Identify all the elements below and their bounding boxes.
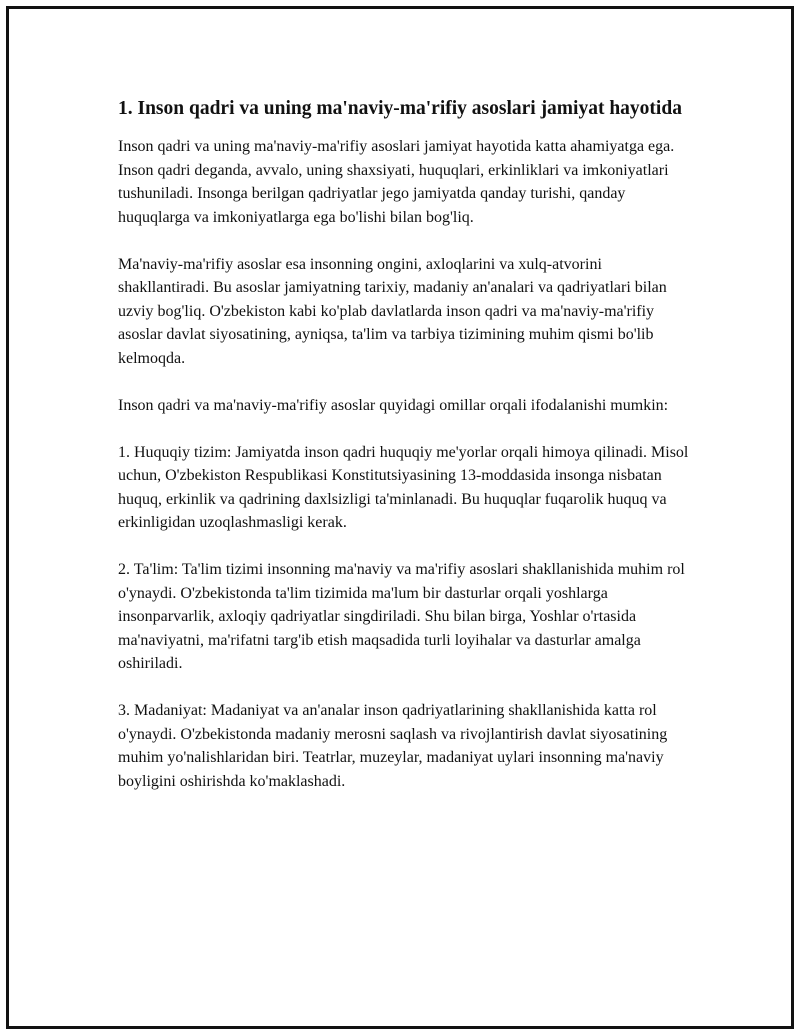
document-title: 1. Inson qadri va uning ma'naviy-ma'rifiy asoslari jamiyat hayotida [118,98,682,119]
paragraph-spiritual-foundations: Ma'naviy-ma'rifiy asoslar esa insonning ongini, axloqlarini va xulq-atvorini shakllantiradi. Bu asoslar jamiyatning tarixiy, madaniy an'analari va qadriyatlari bilan uzviy bog'liq. O'zbekiston kabi ko'plab davlatlarda inson qadri va ma'naviy-ma'rifiy asoslar davlat siyosatining, ayniqsa, ta'lim va tarbiya tizimining muhim qismi bo'lib kelmoqda. [118,255,667,367]
document-body [118,94,690,817]
paragraph-intro: Inson qadri va uning ma'naviy-ma'rifiy asoslari jamiyat hayotida katta ahamiyatga ega. Inson qadri deganda, avvalo, uning shaxsiyati, huquqlari, erkinliklari va imkoniyatlari tushuniladi. Insonga berilgan qadriyatlar jego jamiyatda qanday turishi, qanday huquqlarga va imkoniyatlarga ega bo'lishi bilan bog'liq. [118,138,675,226]
paragraph-education: 2. Ta'lim: Ta'lim tizimi insonning ma'naviy va ma'rifiy asoslari shakllanishida muhim rol o'ynaydi. O'zbekistonda ta'lim tizimida ma'lum bir dasturlar orqali yoshlarga insonparvarlik, axloqiy qadriyatlar singdiriladi. Shu bilan birga, Yoshlar o'rtasida ma'naviyatni, ma'rifatni targ'ib etish maqsadida turli loyihalar va dasturlar amalga oshiriladi. [118,561,685,672]
paragraph-factors-intro: Inson qadri va ma'naviy-ma'rifiy asoslar quyidagi omillar orqali ifodalanishi mumkin: [118,396,669,414]
paragraph-culture: 3. Madaniyat: Madaniyat va an'analar inson qadriyatlarining shakllanishida katta rol o'ynaydi. O'zbekistonda madaniy merosni saqlash va rivojlantirish davlat siyosatining muhim yo'nalishlaridan biri. Teatrlar, muzeylar, madaniyat uylari insonning ma'naviy boyligini oshirishda ko'maklashadi. [118,702,668,790]
paragraph-legal-system: 1. Huquqiy tizim: Jamiyatda inson qadri huquqiy me'yorlar orqali himoya qilinadi. Misol uchun, O'zbekiston Respublikasi Konstitutsiyasining 13-moddasida insonga nisbatan huquq, erkinlik va qadrining daxlsizligi ta'minlanadi. Bu huquqlar fuqarolik huquq va erkinligidan uzoqlashmasligi kerak. [118,443,689,531]
